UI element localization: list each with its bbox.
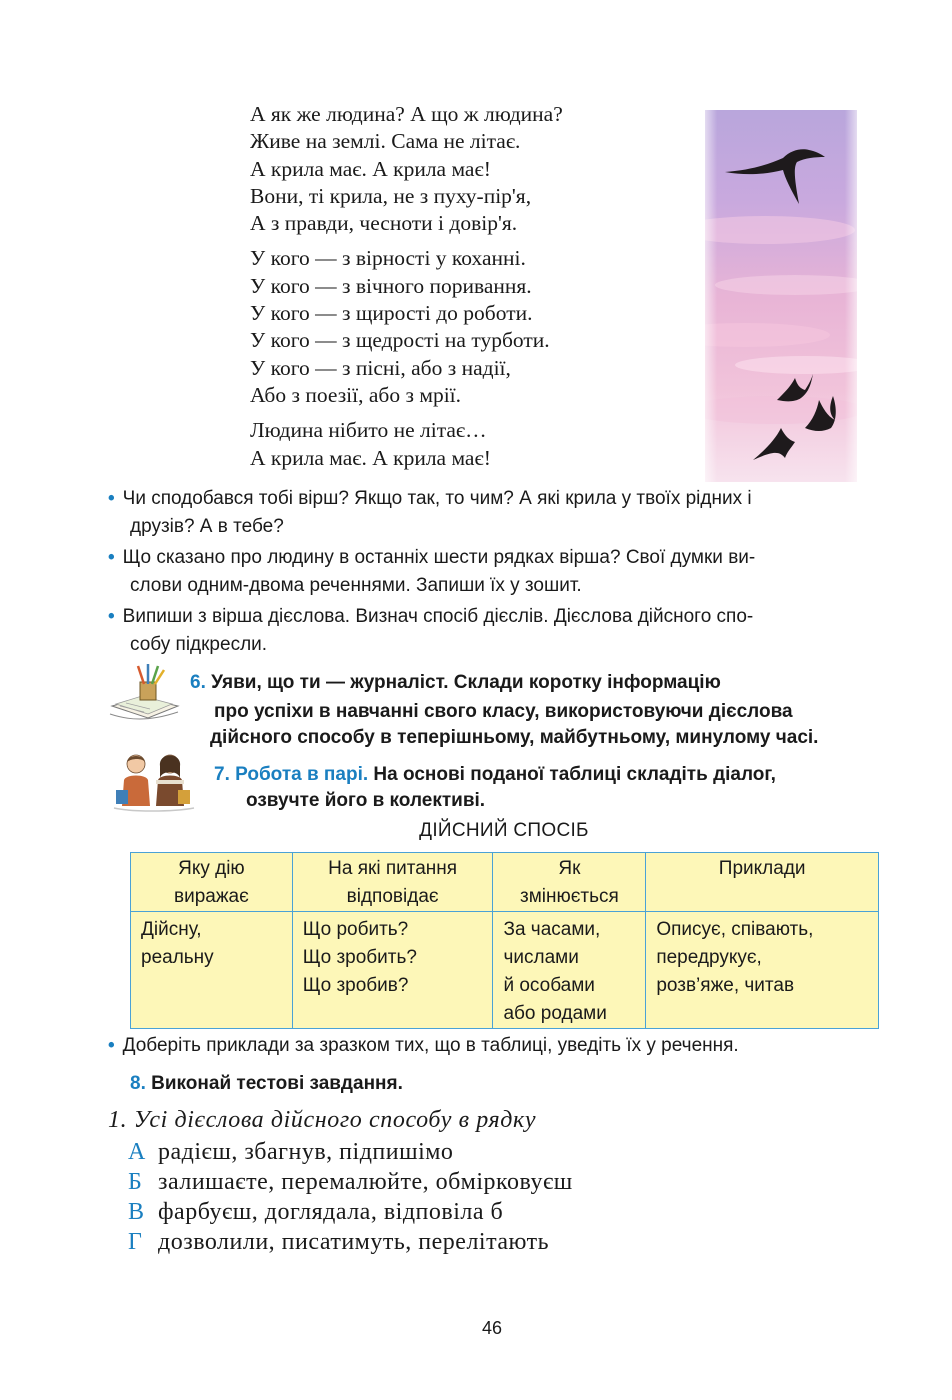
table-cell xyxy=(493,912,646,1029)
poem-line: А як же людина? А що ж людина? xyxy=(250,102,563,126)
birds-sky-image xyxy=(705,110,857,482)
task-lead: Робота в парі. xyxy=(235,764,369,785)
cell-text: За часами, xyxy=(503,919,601,940)
cell-text: Що зробив? xyxy=(302,975,409,996)
option-text: дозволили, писатимуть, перелітають xyxy=(158,1229,550,1255)
poem-line: А крила має. А крила має! xyxy=(250,156,491,181)
bullet-dot-icon: • xyxy=(108,488,115,509)
cell-text: числами xyxy=(503,947,579,968)
option-letter: А xyxy=(128,1139,146,1165)
table-title: ДІЙСНИЙ СПОСІБ xyxy=(419,820,589,841)
option-text: залишаєте, перемалюйте, обмірковуєш xyxy=(158,1169,573,1195)
question-item xyxy=(108,603,898,659)
poem xyxy=(250,101,690,480)
cell-text: розв’яже, читав xyxy=(656,975,795,996)
cell-text: змінюється xyxy=(519,886,619,907)
option-text: радієш, збагнув, підпишімо xyxy=(158,1139,454,1165)
poem-line: А з правди, чесноти і довір'я. xyxy=(250,211,518,236)
question-text: Чи сподобався тобі вірш? Якщо так, то чим? А які крила у твоїх рідних і xyxy=(122,488,752,509)
table-row xyxy=(131,912,879,1029)
cell-text: Яку дію xyxy=(178,858,245,879)
task-number: 7. xyxy=(214,764,230,785)
task-6-line-2 xyxy=(214,697,793,726)
task-number: 6. xyxy=(190,672,206,693)
cell-text: й особами xyxy=(503,975,595,996)
book-and-pencils-icon xyxy=(108,662,182,729)
task-text: Уяви, що ти — журналіст. Склади коротку інформацію xyxy=(211,672,721,693)
question-text: Що сказано про людину в останніх шести рядках вірша? Свої думки ви- xyxy=(122,547,756,568)
table-header-cell xyxy=(292,853,493,912)
poem-line: Живе на землі. Сама не літає. xyxy=(250,129,521,154)
two-children-talking-icon xyxy=(112,750,196,819)
question-text: Випиши з вірша дієслова. Визнач спосіб дієслів. Дієслова дійсного спо- xyxy=(122,606,754,627)
cell-text: Що робить? xyxy=(302,919,409,940)
question-item xyxy=(108,485,898,541)
task-6 xyxy=(190,668,721,697)
task-number: 8. xyxy=(130,1073,146,1094)
cell-text: Дійсну, xyxy=(141,919,202,940)
task-text: На основі поданої таблиці складіть діалог, xyxy=(373,764,776,785)
question-item xyxy=(108,544,898,600)
poem-line: А крила має. А крила має! xyxy=(250,445,491,470)
test-question: 1. Усі дієслова дійсного способу в рядку xyxy=(108,1107,537,1133)
bullet-dot-icon: • xyxy=(108,547,115,568)
poem-line: У кого — з щедрості на турботи. xyxy=(250,328,550,353)
poem-line: Вони, ті крила, не з пуху-пір'я, xyxy=(250,183,532,208)
poem-line: Людина нібито не літає… xyxy=(250,418,487,443)
cell-text: відповідає xyxy=(346,886,439,907)
task-7-line-2 xyxy=(246,786,485,815)
cell-text: реальну xyxy=(141,947,214,968)
task-8 xyxy=(130,1069,403,1098)
option-letter: В xyxy=(128,1199,145,1225)
task-text: про успіхи в навчанні свого класу, використовуючи дієслова xyxy=(214,701,793,722)
indicative-mood-table xyxy=(130,852,879,1029)
cell-text: передрукує, xyxy=(656,947,762,968)
poem-line: У кого — з вірності у коханні. xyxy=(250,246,526,271)
poem-line: У кого — з вічного поривання. xyxy=(250,273,532,298)
task-7 xyxy=(214,760,776,789)
cell-text: На які питання xyxy=(328,858,458,879)
answer-option-h xyxy=(128,1229,549,1256)
option-letter: Б xyxy=(128,1169,143,1195)
task-text: Виконай тестові завдання. xyxy=(151,1073,403,1094)
cell-text: Описує, співають, xyxy=(656,919,814,940)
task-6-line-3 xyxy=(210,723,818,752)
question-text: слови одним-двома реченнями. Запиши їх у зошит. xyxy=(130,575,582,596)
poem-line: У кого — з пісні, або з надії, xyxy=(250,355,511,380)
task-text: озвучте його в колективі. xyxy=(246,790,486,811)
poem-line: Або з поезії, або з мрії. xyxy=(250,382,462,407)
table-cell xyxy=(131,912,293,1029)
poem-stanza-1 xyxy=(250,101,690,237)
table-cell xyxy=(292,912,493,1029)
poem-stanza-3 xyxy=(250,417,690,472)
table-header-cell xyxy=(131,853,293,912)
question-text: собу підкресли. xyxy=(130,634,268,655)
bullet-dot-icon: • xyxy=(108,1035,115,1056)
table-cell xyxy=(646,912,879,1029)
table-header-row xyxy=(131,853,879,912)
answer-option-v xyxy=(128,1199,503,1226)
option-text: фарбуєш, доглядала, відповіла б xyxy=(158,1199,504,1225)
page-number: 46 xyxy=(481,1318,503,1338)
cell-text: виражає xyxy=(173,886,249,907)
poem-line: У кого — з щирості до роботи. xyxy=(250,301,533,326)
option-letter: Г xyxy=(128,1229,143,1255)
answer-option-b xyxy=(128,1169,573,1196)
table-header-cell xyxy=(493,853,646,912)
cell-text: або родами xyxy=(503,1003,607,1024)
cell-text: Як xyxy=(558,858,581,879)
task-text: дійсного способу в теперішньому, майбутньому, минулому часі. xyxy=(210,727,819,748)
answer-option-a xyxy=(128,1139,453,1166)
question-text: Доберіть приклади за зразком тих, що в таблиці, уведіть їх у речення. xyxy=(122,1035,739,1056)
poem-stanza-2 xyxy=(250,245,690,409)
bullet-dot-icon: • xyxy=(108,606,115,627)
cell-text: Що зробить? xyxy=(302,947,417,968)
question-text: друзів? А в тебе? xyxy=(130,516,284,537)
question-item xyxy=(108,1032,898,1060)
cell-text: Приклади xyxy=(718,858,806,879)
table-header-cell xyxy=(646,853,879,912)
